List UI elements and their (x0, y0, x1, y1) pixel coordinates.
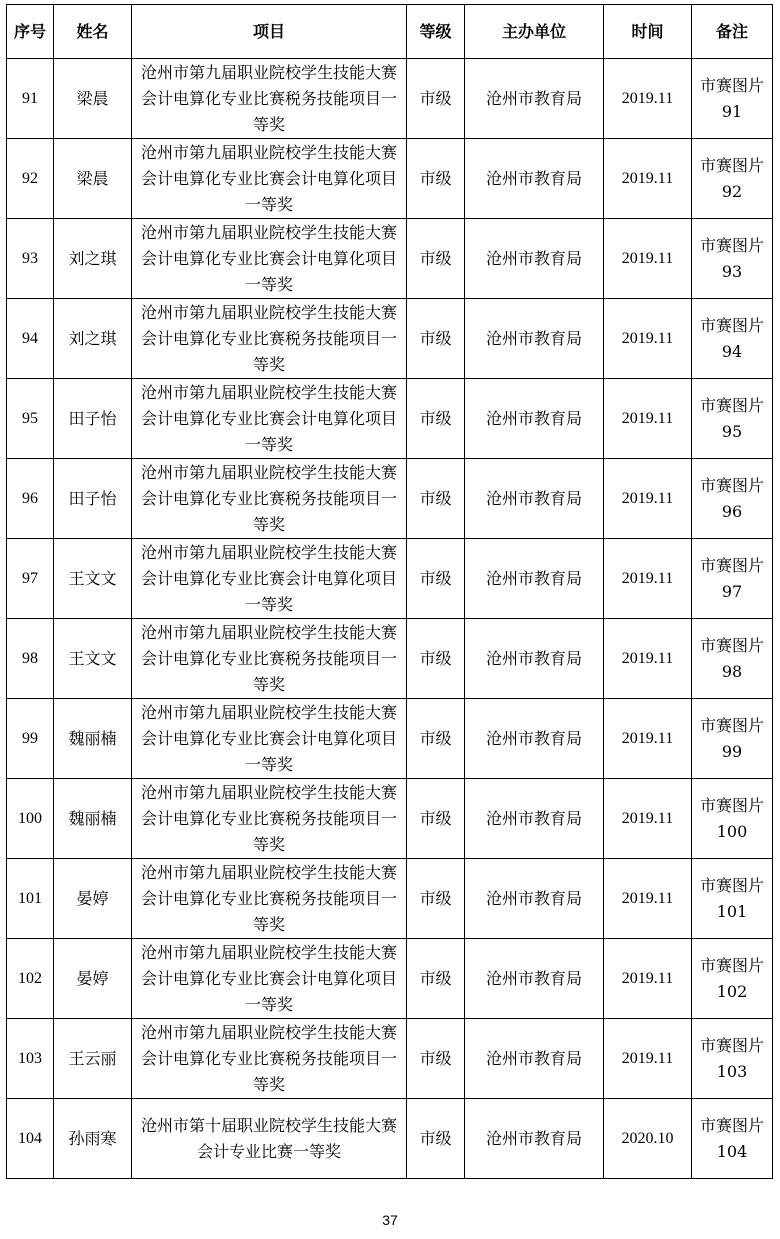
cell-project: 沧州市第九届职业院校学生技能大赛会计电算化专业比赛税务技能项目一等奖 (132, 299, 407, 379)
cell-note: 市赛图片 94 (692, 299, 773, 379)
table-row (7, 779, 773, 859)
cell-note: 市赛图片 98 (692, 619, 773, 699)
cell-level: 市级 (407, 939, 465, 1019)
cell-note: 市赛图片 100 (692, 779, 773, 859)
cell-level: 市级 (407, 859, 465, 939)
cell-note: 市赛图片 102 (692, 939, 773, 1019)
table-row (7, 299, 773, 379)
header-row (7, 5, 773, 59)
cell-index: 101 (7, 859, 54, 939)
cell-date: 2019.11 (604, 59, 692, 139)
cell-name: 魏丽楠 (54, 779, 132, 859)
header-note: 备注 (692, 5, 773, 59)
cell-organizer: 沧州市教育局 (465, 859, 604, 939)
cell-name: 晏婷 (54, 859, 132, 939)
cell-index: 103 (7, 1019, 54, 1099)
cell-note: 市赛图片 92 (692, 139, 773, 219)
table-row (7, 59, 773, 139)
cell-index: 98 (7, 619, 54, 699)
cell-date: 2019.11 (604, 539, 692, 619)
cell-level: 市级 (407, 379, 465, 459)
cell-date: 2019.11 (604, 139, 692, 219)
cell-organizer: 沧州市教育局 (465, 939, 604, 1019)
cell-note: 市赛图片 104 (692, 1099, 773, 1179)
cell-date: 2019.11 (604, 699, 692, 779)
table-row (7, 939, 773, 1019)
cell-project: 沧州市第九届职业院校学生技能大赛会计电算化专业比赛会计电算化项目一等奖 (132, 139, 407, 219)
cell-project: 沧州市第九届职业院校学生技能大赛会计电算化专业比赛税务技能项目一等奖 (132, 619, 407, 699)
cell-project: 沧州市第九届职业院校学生技能大赛会计电算化专业比赛税务技能项目一等奖 (132, 459, 407, 539)
cell-project: 沧州市第九届职业院校学生技能大赛会计电算化专业比赛会计电算化项目一等奖 (132, 379, 407, 459)
table-row (7, 1099, 773, 1179)
cell-index: 100 (7, 779, 54, 859)
cell-note: 市赛图片 101 (692, 859, 773, 939)
cell-project: 沧州市第十届职业院校学生技能大赛会计专业比赛一等奖 (132, 1099, 407, 1179)
cell-name: 孙雨寒 (54, 1099, 132, 1179)
cell-name: 田子怡 (54, 459, 132, 539)
header-index: 序号 (7, 5, 54, 59)
cell-name: 王文文 (54, 619, 132, 699)
cell-level: 市级 (407, 619, 465, 699)
header-project: 项目 (132, 5, 407, 59)
cell-level: 市级 (407, 539, 465, 619)
cell-note: 市赛图片 91 (692, 59, 773, 139)
cell-project: 沧州市第九届职业院校学生技能大赛会计电算化专业比赛税务技能项目一等奖 (132, 59, 407, 139)
cell-date: 2019.11 (604, 379, 692, 459)
cell-note: 市赛图片 96 (692, 459, 773, 539)
cell-level: 市级 (407, 459, 465, 539)
cell-organizer: 沧州市教育局 (465, 699, 604, 779)
cell-project: 沧州市第九届职业院校学生技能大赛会计电算化专业比赛会计电算化项目一等奖 (132, 939, 407, 1019)
cell-index: 95 (7, 379, 54, 459)
cell-index: 96 (7, 459, 54, 539)
cell-organizer: 沧州市教育局 (465, 459, 604, 539)
cell-organizer: 沧州市教育局 (465, 1019, 604, 1099)
cell-index: 102 (7, 939, 54, 1019)
header-level: 等级 (407, 5, 465, 59)
cell-name: 魏丽楠 (54, 699, 132, 779)
cell-date: 2019.11 (604, 299, 692, 379)
header-organizer: 主办单位 (465, 5, 604, 59)
cell-name: 梁晨 (54, 59, 132, 139)
cell-date: 2019.11 (604, 859, 692, 939)
table-row (7, 379, 773, 459)
cell-index: 99 (7, 699, 54, 779)
cell-project: 沧州市第九届职业院校学生技能大赛会计电算化专业比赛会计电算化项目一等奖 (132, 219, 407, 299)
cell-level: 市级 (407, 1099, 465, 1179)
cell-index: 97 (7, 539, 54, 619)
cell-index: 93 (7, 219, 54, 299)
cell-date: 2019.11 (604, 779, 692, 859)
cell-note: 市赛图片 97 (692, 539, 773, 619)
table-row (7, 219, 773, 299)
cell-organizer: 沧州市教育局 (465, 299, 604, 379)
cell-level: 市级 (407, 699, 465, 779)
cell-index: 92 (7, 139, 54, 219)
cell-level: 市级 (407, 139, 465, 219)
cell-name: 王文文 (54, 539, 132, 619)
cell-project: 沧州市第九届职业院校学生技能大赛会计电算化专业比赛税务技能项目一等奖 (132, 779, 407, 859)
header-name: 姓名 (54, 5, 132, 59)
cell-organizer: 沧州市教育局 (465, 619, 604, 699)
cell-project: 沧州市第九届职业院校学生技能大赛会计电算化专业比赛税务技能项目一等奖 (132, 1019, 407, 1099)
cell-date: 2020.10 (604, 1099, 692, 1179)
cell-organizer: 沧州市教育局 (465, 1099, 604, 1179)
cell-date: 2019.11 (604, 459, 692, 539)
header-date: 时间 (604, 5, 692, 59)
page-number: 37 (382, 1212, 398, 1228)
cell-name: 刘之琪 (54, 299, 132, 379)
cell-index: 94 (7, 299, 54, 379)
cell-project: 沧州市第九届职业院校学生技能大赛会计电算化专业比赛税务技能项目一等奖 (132, 859, 407, 939)
cell-note: 市赛图片 99 (692, 699, 773, 779)
cell-organizer: 沧州市教育局 (465, 139, 604, 219)
cell-level: 市级 (407, 299, 465, 379)
table-row (7, 1019, 773, 1099)
cell-project: 沧州市第九届职业院校学生技能大赛会计电算化专业比赛会计电算化项目一等奖 (132, 699, 407, 779)
cell-organizer: 沧州市教育局 (465, 539, 604, 619)
table-row (7, 139, 773, 219)
cell-organizer: 沧州市教育局 (465, 219, 604, 299)
cell-name: 梁晨 (54, 139, 132, 219)
table-body (7, 59, 773, 1179)
cell-name: 田子怡 (54, 379, 132, 459)
cell-name: 王云丽 (54, 1019, 132, 1099)
cell-level: 市级 (407, 779, 465, 859)
cell-date: 2019.11 (604, 219, 692, 299)
table-row (7, 619, 773, 699)
cell-index: 104 (7, 1099, 54, 1179)
cell-organizer: 沧州市教育局 (465, 59, 604, 139)
table-row (7, 539, 773, 619)
cell-note: 市赛图片 103 (692, 1019, 773, 1099)
cell-index: 91 (7, 59, 54, 139)
cell-name: 晏婷 (54, 939, 132, 1019)
awards-table (6, 4, 773, 1179)
cell-level: 市级 (407, 1019, 465, 1099)
table-row (7, 699, 773, 779)
cell-level: 市级 (407, 219, 465, 299)
cell-date: 2019.11 (604, 619, 692, 699)
cell-note: 市赛图片 93 (692, 219, 773, 299)
cell-organizer: 沧州市教育局 (465, 379, 604, 459)
cell-date: 2019.11 (604, 939, 692, 1019)
cell-project: 沧州市第九届职业院校学生技能大赛会计电算化专业比赛会计电算化项目一等奖 (132, 539, 407, 619)
table-row (7, 459, 773, 539)
cell-name: 刘之琪 (54, 219, 132, 299)
table-row (7, 859, 773, 939)
cell-organizer: 沧州市教育局 (465, 779, 604, 859)
cell-note: 市赛图片 95 (692, 379, 773, 459)
cell-level: 市级 (407, 59, 465, 139)
cell-date: 2019.11 (604, 1019, 692, 1099)
